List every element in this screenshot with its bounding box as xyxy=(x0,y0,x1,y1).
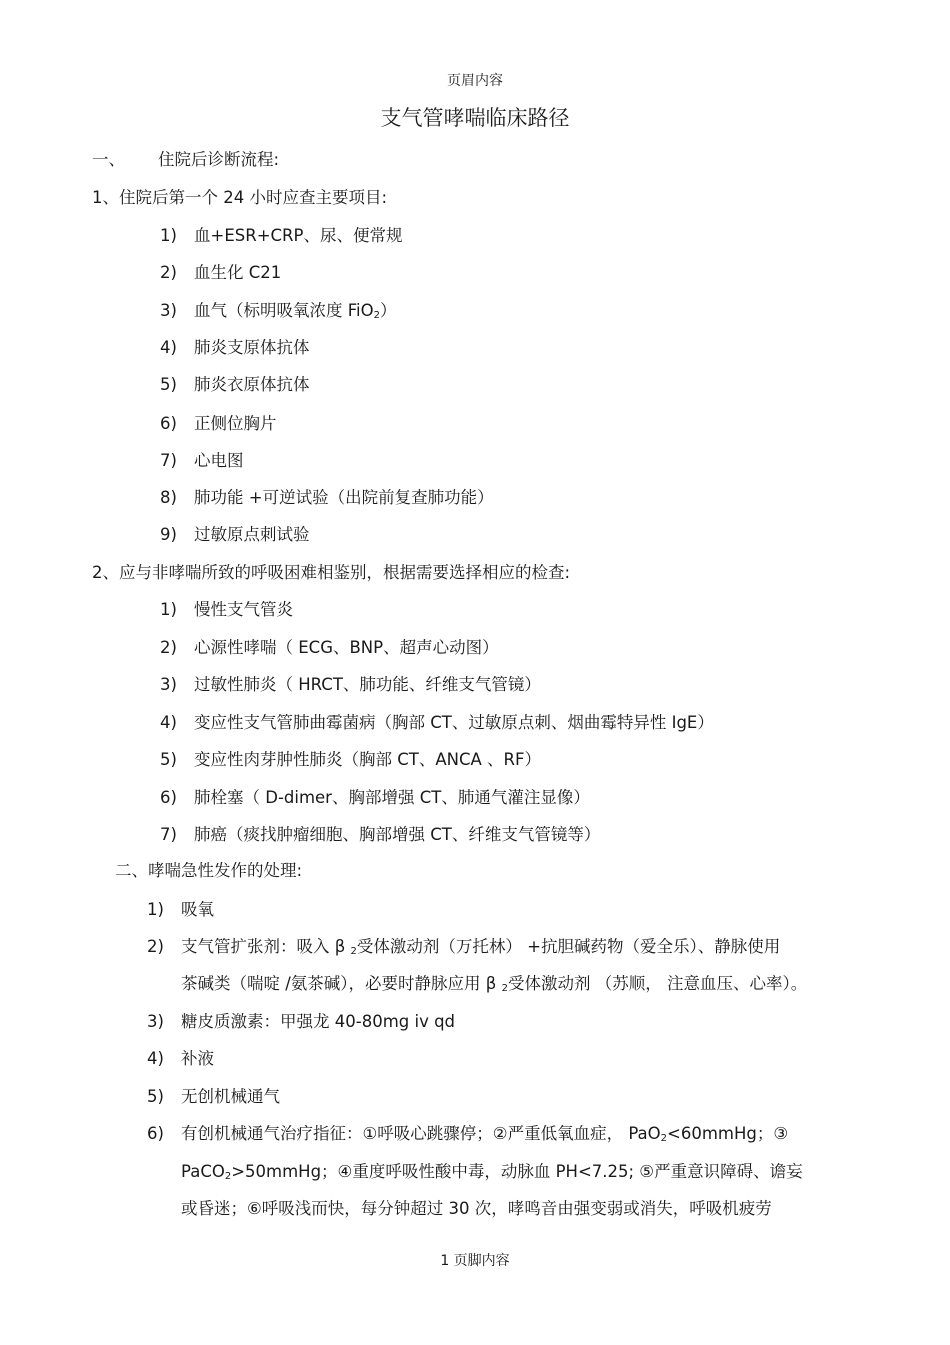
page-title: 支气管哮喘临床路径 xyxy=(380,106,570,130)
list-item: 7) 心电图 xyxy=(160,451,244,470)
part-2-heading: 2、应与非哮喘所致的呼吸困难相鉴别，根据需要选择相应的检查: xyxy=(92,563,571,582)
list-item: 3) 过敏性肺炎（ HRCT、肺功能、纤维支气管镜） xyxy=(160,675,541,694)
list-item: 1) 血+ESR+CRP、尿、便常规 xyxy=(160,226,403,245)
list-item: 4) 补液 xyxy=(147,1049,214,1068)
list-item: 9) 过敏原点刺试验 xyxy=(160,525,310,544)
list-item: 7) 肺癌（痰找肿瘤细胞、胸部增强 CT、纤维支气管镜等） xyxy=(160,825,601,844)
list-item: 4) 变应性支气管肺曲霉菌病（胸部 CT、过敏原点刺、烟曲霉特异性 IgE） xyxy=(160,713,714,732)
list-item: 2) 心源性哮喘（ ECG、BNP、超声心动图） xyxy=(160,638,499,657)
list-item: 6) 肺栓塞（ D-dimer、胸部增强 CT、肺通气灌注显像） xyxy=(160,788,590,807)
section-1-heading xyxy=(92,148,279,172)
page-header: 页眉内容 xyxy=(447,73,503,89)
section-1-number: 一、 xyxy=(92,150,125,169)
part-1-heading: 1、住院后第一个 24 小时应查主要项目: xyxy=(92,188,388,207)
list-item: 8) 肺功能 +可逆试验（出院前复查肺功能） xyxy=(160,488,494,507)
list-item: 5) 变应性肉芽肿性肺炎（胸部 CT、ANCA 、RF） xyxy=(160,750,541,769)
list-item: 5) 肺炎衣原体抗体 xyxy=(160,375,310,394)
list-item: 1) 慢性支气管炎 xyxy=(160,600,293,619)
list-item-continuation: PaCO$_2$>50mmHg；④重度呼吸性酸中毒，动脉血 PH<7.25; ⑤严重意识障碍、谵妄 xyxy=(181,1162,803,1182)
list-item: 4) 肺炎支原体抗体 xyxy=(160,338,310,357)
list-item: 1) 吸氧 xyxy=(147,900,214,919)
section-2-heading: 二、哮喘急性发作的处理: xyxy=(115,861,303,880)
list-item-continuation: 或昏迷；⑥呼吸浅而快，每分钟超过 30 次，哮鸣音由强变弱或消失，呼吸机疲劳 xyxy=(181,1199,772,1218)
list-item: 3) 血气（标明吸氧浓度 FiO$_2$） xyxy=(160,301,397,321)
list-item: 6) 正侧位胸片 xyxy=(160,414,277,433)
page-footer: 1 页脚内容 xyxy=(440,1253,510,1269)
list-item: 2) 血生化 C21 xyxy=(160,263,282,282)
list-item-continuation: 茶碱类（喘啶 /氨茶碱），必要时静脉应用 β $_2$受体激动剂 （苏顺， 注意血压、心率）。 xyxy=(181,974,808,994)
list-item: 6) 有创机械通气治疗指征：①呼吸心跳骤停；②严重低氧血症， PaO$_2$<60mmHg；③ xyxy=(147,1124,789,1144)
section-1-text: 住院后诊断流程: xyxy=(158,150,280,169)
list-item: 3) 糖皮质激素：甲强龙 40-80mg iv qd xyxy=(147,1012,456,1031)
list-item: 5) 无创机械通气 xyxy=(147,1087,280,1106)
list-item: 2) 支气管扩张剂：吸入 β $_2$受体激动剂（万托林） +抗胆碱药物（爱全乐）、静脉使用 xyxy=(147,937,781,957)
